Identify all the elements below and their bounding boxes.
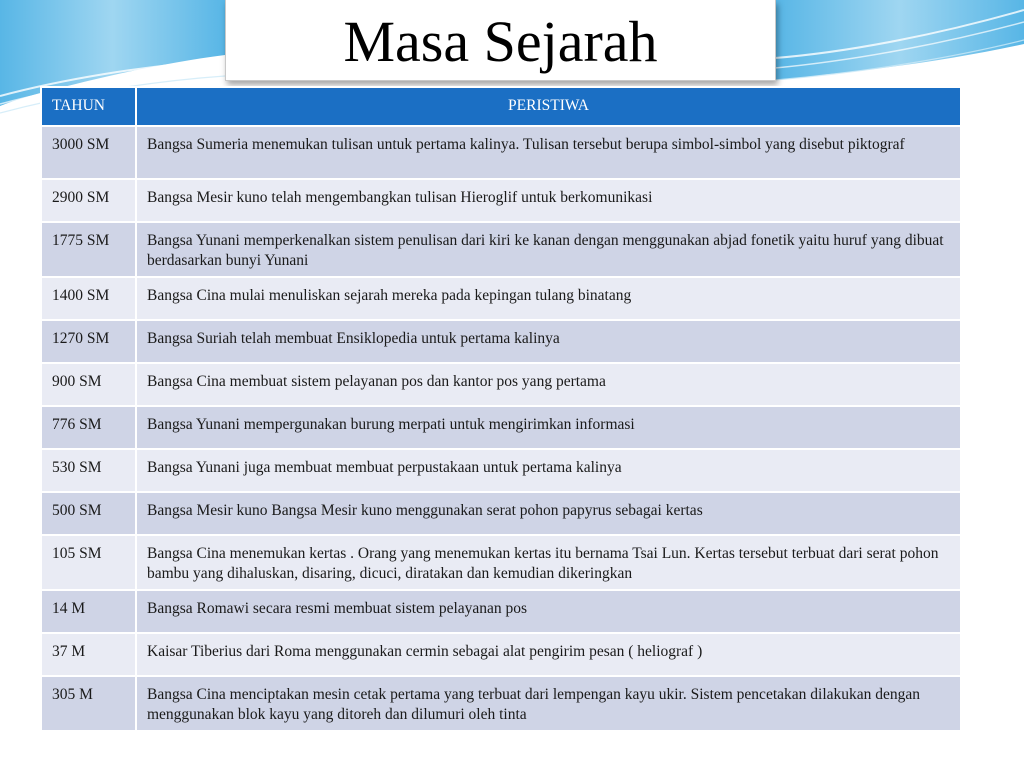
cell-event: Bangsa Cina mulai menuliskan sejarah mereka pada kepingan tulang binatang (136, 277, 961, 320)
table-row (41, 222, 961, 277)
header-year: TAHUN (41, 87, 136, 126)
table-row (41, 277, 961, 320)
cell-event: Bangsa Suriah telah membuat Ensiklopedia untuk pertama kalinya (136, 320, 961, 363)
history-table (40, 86, 962, 732)
table-row (41, 320, 961, 363)
table-row (41, 449, 961, 492)
cell-year: 530 SM (41, 449, 136, 492)
cell-year: 900 SM (41, 363, 136, 406)
cell-event: Bangsa Yunani juga membuat membuat perpustakaan untuk pertama kalinya (136, 449, 961, 492)
cell-event: Kaisar Tiberius dari Roma menggunakan cermin sebagai alat pengirim pesan ( heliograf ) (136, 633, 961, 676)
cell-event: Bangsa Cina membuat sistem pelayanan pos dan kantor pos yang pertama (136, 363, 961, 406)
cell-year: 1400 SM (41, 277, 136, 320)
cell-event: Bangsa Cina menemukan kertas . Orang yang menemukan kertas itu bernama Tsai Lun. Kertas tersebut terbuat dari serat pohon bambu yang dihaluskan, disaring, dicuci, diratakan dan kemudian dikeringkan (136, 535, 961, 590)
table-row (41, 126, 961, 179)
table-row (41, 363, 961, 406)
table-row (41, 406, 961, 449)
cell-year: 500 SM (41, 492, 136, 535)
cell-year: 1775 SM (41, 222, 136, 277)
cell-event: Bangsa Sumeria menemukan tulisan untuk pertama kalinya. Tulisan tersebut berupa simbol-simbol yang disebut piktograf (136, 126, 961, 179)
cell-event: Bangsa Romawi secara resmi membuat sistem pelayanan pos (136, 590, 961, 633)
cell-event: Bangsa Cina menciptakan mesin cetak pertama yang terbuat dari lempengan kayu ukir. Sistem pencetakan dilakukan dengan menggunakan blok kayu yang ditoreh dan dilumuri oleh tinta (136, 676, 961, 731)
cell-year: 37 M (41, 633, 136, 676)
cell-year: 2900 SM (41, 179, 136, 222)
table-row (41, 179, 961, 222)
title-box (225, 0, 776, 81)
table-row (41, 492, 961, 535)
table-header-row (41, 87, 961, 126)
cell-year: 3000 SM (41, 126, 136, 179)
cell-event: Bangsa Yunani mempergunakan burung merpati untuk mengirimkan informasi (136, 406, 961, 449)
cell-year: 14 M (41, 590, 136, 633)
cell-year: 776 SM (41, 406, 136, 449)
table-row (41, 676, 961, 731)
table-row (41, 633, 961, 676)
cell-event: Bangsa Mesir kuno telah mengembangkan tulisan Hieroglif untuk berkomunikasi (136, 179, 961, 222)
cell-event: Bangsa Mesir kuno Bangsa Mesir kuno menggunakan serat pohon papyrus sebagai kertas (136, 492, 961, 535)
cell-year: 305 M (41, 676, 136, 731)
table-row (41, 535, 961, 590)
header-event: PERISTIWA (136, 87, 961, 126)
slide-title: Masa Sejarah (343, 9, 658, 74)
cell-year: 105 SM (41, 535, 136, 590)
cell-year: 1270 SM (41, 320, 136, 363)
table-row (41, 590, 961, 633)
cell-event: Bangsa Yunani memperkenalkan sistem penulisan dari kiri ke kanan dengan menggunakan abjad fonetik yaitu huruf yang dibuat berdasarkan bunyi Yunani (136, 222, 961, 277)
